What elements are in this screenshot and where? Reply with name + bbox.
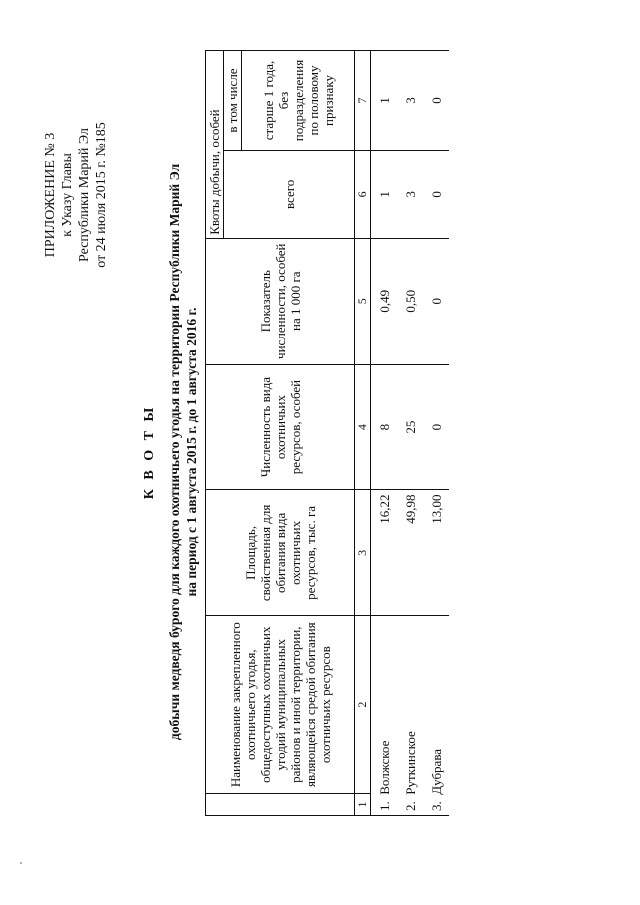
header-row-1 — [206, 51, 224, 816]
header-older: старше 1 года, без подразделения по половому признаку — [242, 51, 355, 151]
document-subtitle — [166, 22, 200, 882]
appendix-note — [42, 30, 110, 360]
appendix-number: ПРИЛОЖЕНИЕ № 3 — [43, 132, 58, 258]
document-page — [40, 22, 600, 882]
row-older: 1 — [371, 51, 398, 151]
row-total: 1 — [371, 150, 398, 238]
appendix-republic: Республики Марий Эл — [77, 128, 92, 262]
row-name: Волжское — [377, 740, 392, 795]
table-row — [397, 51, 423, 816]
subtitle-line-2: на период с 1 августа 2015 г. до 1 августа 2016 г. — [184, 307, 199, 597]
row-count: 0 — [423, 364, 449, 490]
appendix-decree: к Указу Главы — [60, 153, 75, 237]
row-total: 0 — [423, 150, 449, 238]
table-row — [423, 51, 449, 816]
row-area: 16,22 — [371, 490, 398, 616]
row-area: 49,98 — [397, 490, 423, 616]
row-count: 25 — [397, 364, 423, 490]
row-indicator: 0,49 — [371, 238, 398, 364]
row-number: 2. — [403, 801, 418, 811]
table-row — [371, 51, 398, 816]
subtitle-line-1: добычи медведя бурого для каждого охотничьего угодья на территории Республики Марий Эл — [167, 163, 182, 741]
document-title: К В О Т Ы — [142, 404, 157, 500]
appendix-date: от 24 июля 2015 г. №185 — [94, 122, 109, 268]
row-indicator: 0,50 — [397, 238, 423, 364]
col-num-5: 5 — [355, 238, 371, 364]
scan-speck — [20, 862, 22, 864]
row-total: 3 — [397, 150, 423, 238]
row-area: 13,00 — [423, 490, 449, 616]
row-number: 1. — [377, 801, 392, 811]
row-older: 3 — [397, 51, 423, 151]
col-num-2: 2 — [355, 616, 371, 794]
header-num-blank — [206, 794, 355, 816]
row-name-cell — [397, 616, 423, 816]
row-name: Руткинское — [403, 731, 418, 795]
row-name: Дубрава — [429, 748, 444, 795]
col-num-1: 1 — [355, 794, 371, 816]
column-number-row — [355, 51, 371, 816]
row-name-cell — [371, 616, 398, 816]
row-older: 0 — [423, 51, 449, 151]
row-number: 3. — [429, 801, 444, 811]
header-count: Численность вида охотничьих ресурсов, особей — [206, 364, 355, 490]
col-num-6: 6 — [355, 150, 371, 238]
header-name: Наименование закрепленного охотничьего угодья, общедоступных охотничьих угодий муниципальных районов и иной территории, являющейся средой обитания охотничьих ресурсов — [206, 616, 355, 794]
header-incl: в том числе — [224, 51, 242, 151]
header-quota-group: Квоты добычи, особей — [206, 51, 224, 239]
col-num-4: 4 — [355, 364, 371, 490]
header-indicator: Показатель численности, особей на 1 000 га — [206, 238, 355, 364]
header-area: Площадь, свойственная для обитания вида охотничьих ресурсов, тыс. га — [206, 490, 355, 616]
col-num-7: 7 — [355, 51, 371, 151]
quota-table — [205, 50, 449, 816]
row-indicator: 0 — [423, 238, 449, 364]
header-total: всего — [224, 150, 355, 238]
col-num-3: 3 — [355, 490, 371, 616]
row-name-cell — [423, 616, 449, 816]
row-count: 8 — [371, 364, 398, 490]
